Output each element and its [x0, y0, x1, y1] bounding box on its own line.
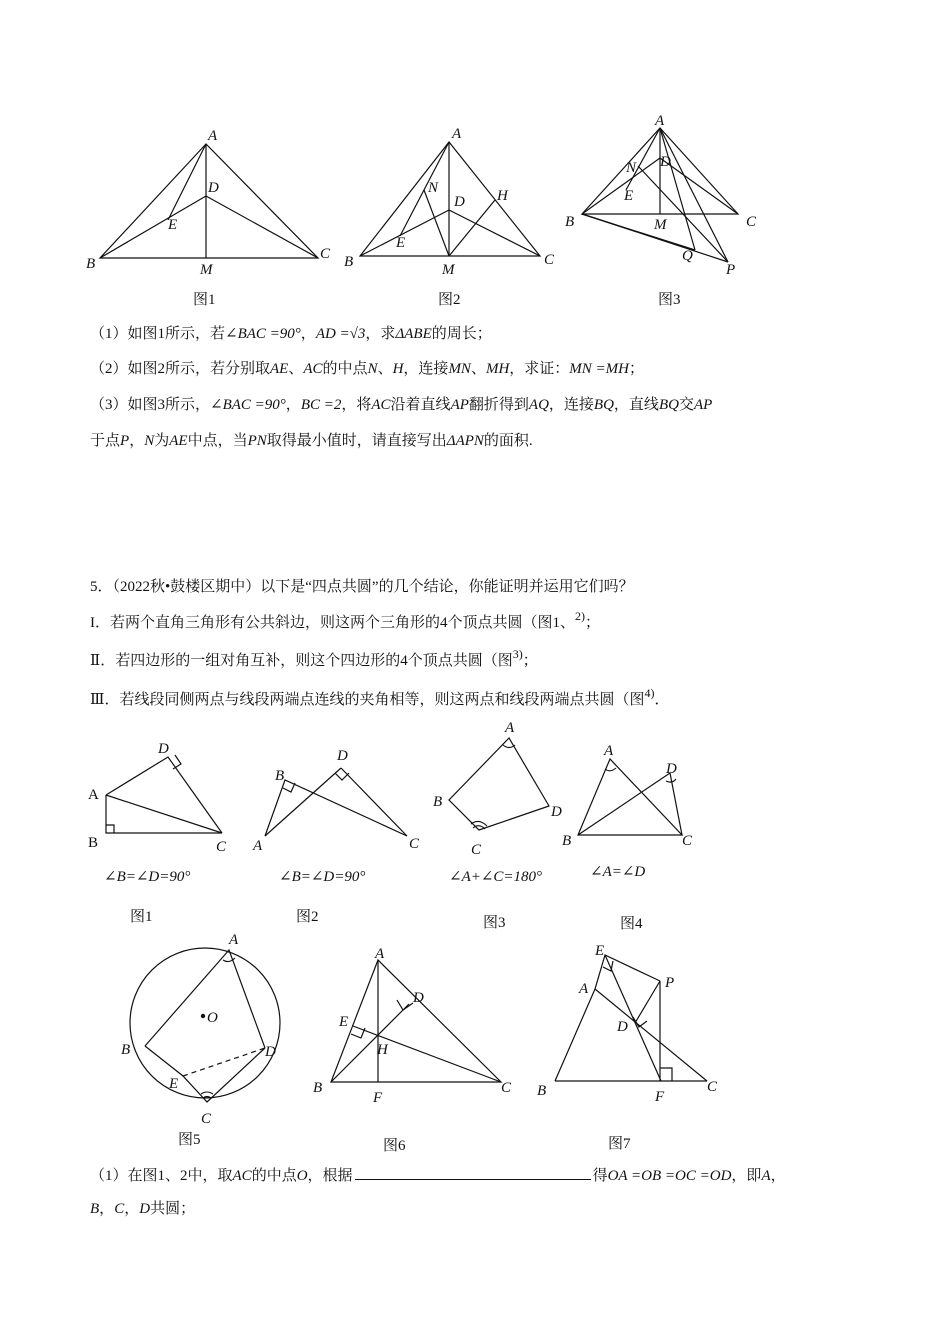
caption-mid-fig4: 图4 [620, 916, 643, 932]
q5-statement-1: I．若两个直角三角形有公共斜边，则这两个三角形的4个顶点共圆（图1、$^{2)}$； [90, 609, 601, 631]
caption-fig3: 图3 [658, 292, 681, 308]
caption-fig2: 图2 [438, 292, 461, 308]
figure-6 [305, 940, 525, 1110]
svg-text:D: D [660, 154, 671, 170]
svg-text:C: C [471, 842, 482, 858]
q4-part2: （2）如图2所示，若分别取AE、AC的中点N、H，连接MN、MH，求证：MN =MH； [90, 361, 645, 377]
svg-text:B: B [344, 254, 354, 270]
svg-text:N: N [428, 180, 439, 196]
svg-text:M: M [442, 262, 455, 278]
cond-fig2: ∠B=∠D=90° [279, 869, 366, 885]
svg-text:A: A [579, 981, 589, 997]
svg-text:B: B [565, 214, 575, 230]
svg-text:F: F [373, 1090, 383, 1106]
figure-4-mid [560, 735, 710, 855]
caption-bottom-fig7: 图7 [608, 1136, 631, 1152]
svg-text:B: B [86, 256, 96, 272]
q5-part1-line1: （1）在图1、2中，取AC的中点O，根据 得OA =OB =OC =OD，即A， [90, 1165, 786, 1187]
svg-text:B: B [88, 835, 99, 851]
svg-text:C: C [409, 836, 420, 852]
svg-text:C: C [501, 1080, 512, 1096]
svg-text:C: C [320, 246, 331, 262]
svg-text:E: E [624, 188, 634, 204]
caption-mid-fig1: 图1 [130, 909, 153, 925]
caption-fig1: 图1 [193, 292, 216, 308]
svg-text:N: N [626, 160, 637, 176]
svg-text:C: C [707, 1079, 718, 1095]
svg-text:F: F [655, 1089, 665, 1105]
svg-text:A: A [604, 743, 614, 759]
svg-text:D: D [337, 748, 348, 764]
svg-text:M: M [654, 217, 667, 233]
svg-text:B: B [313, 1080, 323, 1096]
triangle-abc [100, 144, 318, 258]
figure-3-mid [425, 718, 575, 860]
q4-part3-line1: （3）如图3所示，∠BAC =90°，BC =2，将AC沿着直线AP翻折得到AQ，连接BQ，直线BQ交AP [90, 397, 713, 413]
svg-text:A: A [375, 946, 385, 962]
svg-text:Q: Q [682, 248, 693, 264]
svg-text:P: P [665, 975, 675, 991]
svg-text:C: C [216, 839, 227, 855]
q5-part1-line2: B，C，D共圆； [90, 1201, 196, 1217]
answer-blank[interactable] [355, 1165, 591, 1180]
figure-1-top [80, 120, 340, 280]
svg-text:D: D [158, 741, 169, 757]
svg-text:C: C [746, 214, 757, 230]
figure-5-circle [115, 928, 295, 1128]
svg-text:C: C [682, 833, 693, 849]
figure-2-mid [245, 740, 430, 855]
q5-statement-3: Ⅲ．若线段同侧两点与线段两端点连线的夹角相等，则这两点和线段两端点共圆（图$^{4)}$． [90, 686, 670, 708]
svg-text:B: B [562, 833, 572, 849]
svg-text:D: D [413, 990, 424, 1006]
svg-text:M: M [200, 262, 213, 278]
cond-fig4: ∠A=∠D [590, 864, 646, 880]
svg-text:H: H [497, 188, 508, 204]
svg-text:D: D [454, 194, 465, 210]
svg-text:E: E [396, 235, 406, 251]
svg-text:D: D [617, 1019, 628, 1035]
svg-text:A: A [452, 126, 462, 142]
svg-text:A: A [253, 838, 263, 854]
svg-text:E: E [169, 1076, 179, 1092]
svg-text:A: A [229, 932, 239, 948]
q4-part1: （1）如图1所示，若∠BAC =90°，AD =√3，求ΔABE的周长； [90, 326, 492, 342]
svg-text:E: E [595, 943, 605, 959]
svg-text:B: B [121, 1042, 131, 1058]
svg-text:C: C [201, 1111, 212, 1127]
svg-text:A: A [655, 113, 665, 129]
caption-mid-fig3: 图3 [483, 915, 506, 931]
q5-title: 5．（2022秋•鼓楼区期中）以下是“四点共圆”的几个结论，你能证明并运用它们吗？ [90, 579, 634, 595]
svg-text:B: B [275, 768, 285, 784]
svg-text:B: B [537, 1083, 547, 1099]
svg-text:P: P [726, 262, 736, 278]
figure-2-top [340, 120, 570, 280]
svg-text:A: A [505, 720, 515, 736]
svg-text:O: O [207, 1010, 218, 1026]
caption-bottom-fig6: 图6 [383, 1138, 406, 1154]
svg-text:H: H [377, 1042, 388, 1058]
figure-3-top [560, 110, 780, 280]
cond-fig1: ∠B=∠D=90° [104, 869, 191, 885]
svg-text:A: A [88, 787, 99, 803]
svg-text:E: E [339, 1014, 349, 1030]
figure-1-mid [80, 735, 250, 855]
svg-text:D: D [208, 180, 219, 196]
caption-bottom-fig5: 图5 [178, 1132, 201, 1148]
svg-text:E: E [168, 217, 178, 233]
svg-text:D: D [265, 1044, 276, 1060]
figure-7 [535, 935, 735, 1110]
cond-fig3: ∠A+∠C=180° [449, 869, 543, 885]
svg-text:B: B [433, 794, 443, 810]
svg-text:C: C [544, 252, 555, 268]
svg-text:A: A [208, 128, 218, 144]
svg-text:D: D [551, 804, 562, 820]
q5-statement-2: Ⅱ．若四边形的一组对角互补，则这个四边形的4个顶点共圆（图$^{3)}$； [90, 647, 538, 669]
q4-part3-line2: 于点P，N为AE中点，当PN取得最小值时，请直接写出ΔAPN的面积. [90, 433, 533, 449]
svg-text:D: D [666, 761, 677, 777]
caption-mid-fig2: 图2 [296, 909, 319, 925]
